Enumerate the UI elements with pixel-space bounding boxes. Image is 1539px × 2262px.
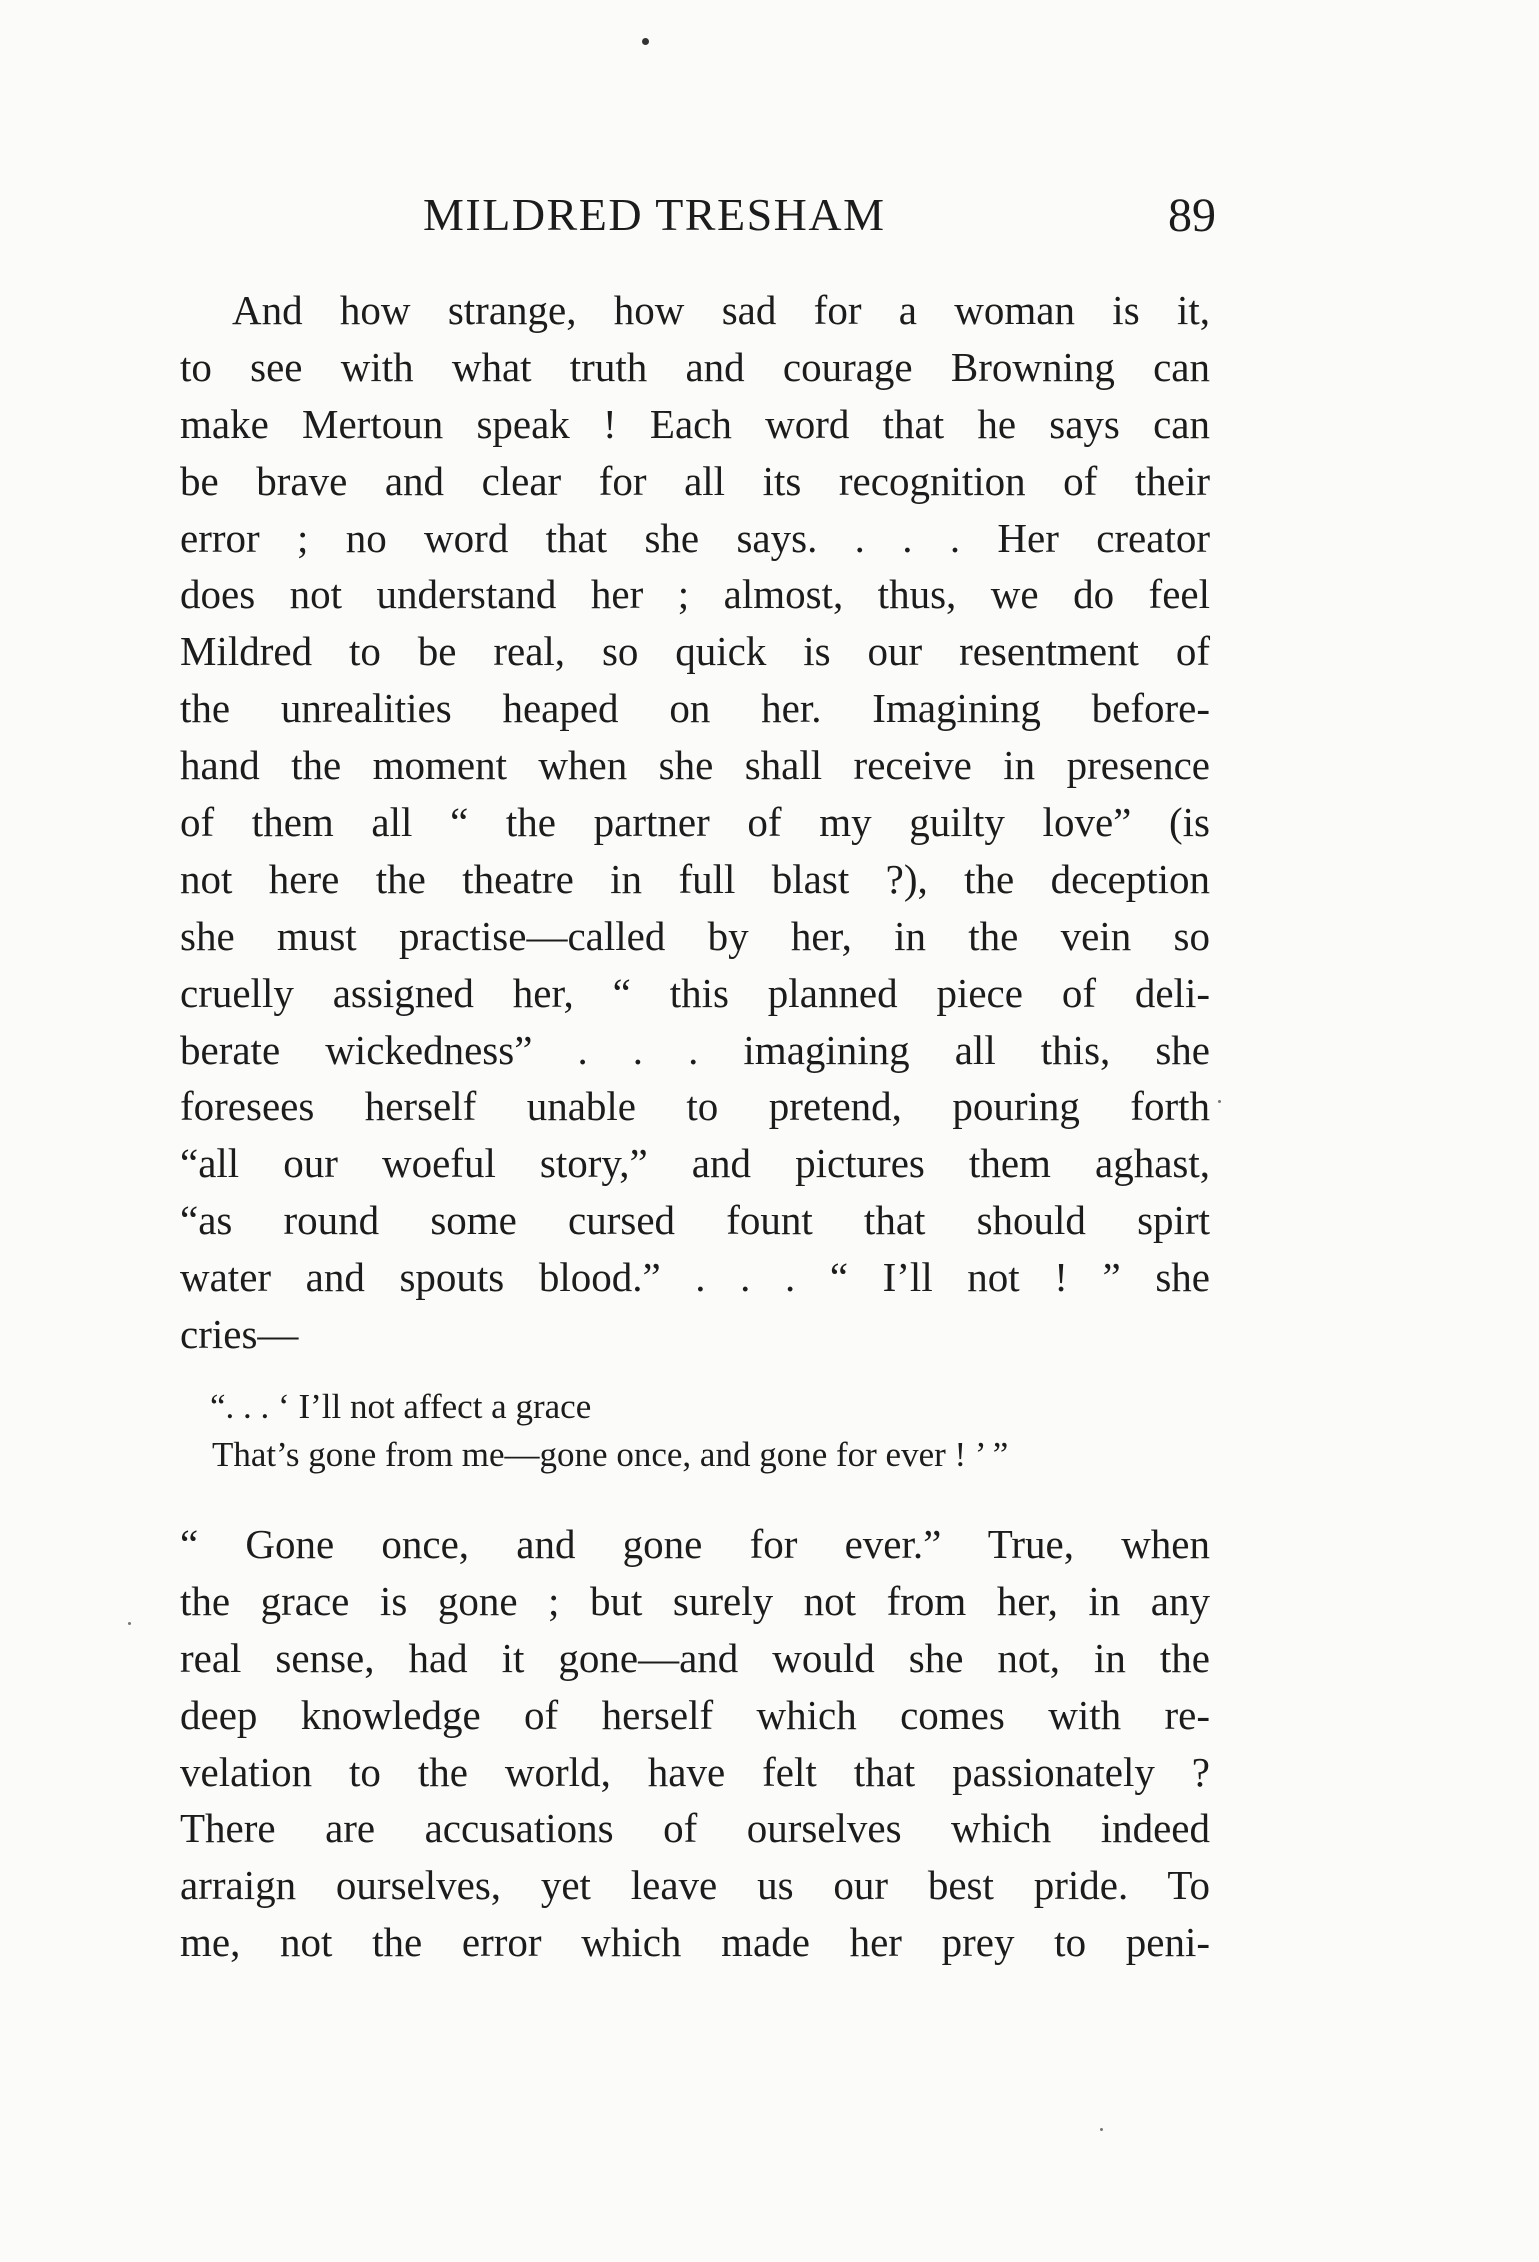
verse-quotation bbox=[210, 1383, 1220, 1479]
text-line: And how strange, how sad for a woman is it, bbox=[232, 287, 1210, 333]
page-header bbox=[178, 188, 1218, 248]
text-line: not here the theatre in full blast ?), the deception bbox=[180, 855, 1210, 902]
running-title: MILDRED TRESHAM bbox=[423, 189, 886, 240]
text-line: error ; no word that she says. . . . Her creator bbox=[180, 514, 1210, 561]
text-line: does not understand her ; almost, thus, we do feel bbox=[180, 571, 1210, 618]
text-line: arraign ourselves, yet leave us our best pride. To bbox=[180, 1862, 1210, 1909]
page-number: 89 bbox=[1168, 189, 1216, 242]
text-line: make Mertoun speak ! Each word that he says can bbox=[180, 400, 1210, 447]
paragraph-2 bbox=[180, 1516, 1210, 1971]
text-line: the unrealities heaped on her. Imagining before- bbox=[180, 685, 1210, 732]
text-line: of them all “ the partner of my guilty love” (is bbox=[180, 799, 1210, 846]
text-line: velation to the world, have felt that passionately ? bbox=[180, 1748, 1210, 1795]
quotation-line: That’s gone from me—gone once, and gone for ever ! ’ ” bbox=[212, 1435, 1009, 1474]
text-line: the grace is gone ; but surely not from her, in any bbox=[180, 1577, 1210, 1624]
text-line: “ Gone once, and gone for ever.” True, when bbox=[180, 1521, 1210, 1567]
text-line: Mildred to be real, so quick is our resentment of bbox=[180, 628, 1210, 675]
text-line: she must practise—called by her, in the vein so bbox=[180, 912, 1210, 959]
text-line: water and spouts blood.” . . . “ I’ll not ! ” she bbox=[180, 1254, 1210, 1301]
paragraph-1 bbox=[180, 282, 1210, 1363]
text-line: be brave and clear for all its recognition of their bbox=[180, 457, 1210, 504]
printer-mark bbox=[642, 38, 649, 45]
quotation-line: “. . . ‘ I’ll not affect a grace bbox=[210, 1387, 592, 1426]
text-line: “as round some cursed fount that should spirt bbox=[180, 1197, 1210, 1244]
text-line: There are accusations of ourselves which indeed bbox=[180, 1805, 1210, 1852]
text-line: cruelly assigned her, “ this planned piece of deli- bbox=[180, 969, 1210, 1016]
text-line: foresees herself unable to pretend, pouring forth bbox=[180, 1083, 1210, 1130]
text-line: real sense, had it gone—and would she not, in the bbox=[180, 1634, 1210, 1681]
text-line: “all our woeful story,” and pictures them aghast, bbox=[180, 1140, 1210, 1187]
text-line: to see with what truth and courage Browning can bbox=[180, 343, 1210, 390]
paper-speck bbox=[1100, 2128, 1103, 2131]
paper-speck bbox=[1218, 1100, 1221, 1103]
paper-speck bbox=[128, 1622, 131, 1625]
text-line: berate wickedness” . . . imagining all this, she bbox=[180, 1026, 1210, 1073]
text-line: deep knowledge of herself which comes with re- bbox=[180, 1691, 1210, 1738]
text-line: cries— bbox=[180, 1311, 299, 1358]
text-line: me, not the error which made her prey to peni- bbox=[180, 1919, 1210, 1966]
text-line: hand the moment when she shall receive in presence bbox=[180, 742, 1210, 789]
